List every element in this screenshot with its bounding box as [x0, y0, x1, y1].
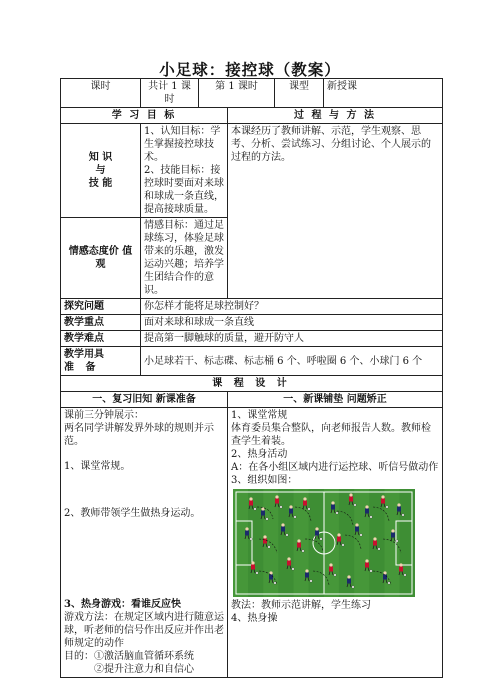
player-body: [355, 527, 359, 532]
ball: [266, 518, 268, 520]
player-head: [249, 497, 252, 500]
player-body: [281, 527, 285, 532]
player-body: [381, 499, 385, 504]
difficulty-text: 提高第一脚触球的质量，避开防守人: [141, 331, 443, 347]
knowledge-label-line-3: 技 能: [88, 178, 113, 189]
emotion-label: 情感态度价 值观: [61, 218, 141, 299]
player-body: [383, 575, 387, 580]
player-head: [245, 527, 248, 530]
player-body: [251, 565, 255, 570]
player-body: [365, 509, 369, 514]
player-body: [303, 501, 307, 506]
player-head: [297, 539, 300, 542]
inquiry-label: 探究问题: [61, 299, 141, 315]
right-line-6: 教法：教师示范讲解，学生练习: [231, 600, 371, 611]
player-body: [397, 507, 401, 512]
field-stripe: [233, 489, 248, 597]
right-section-heading: 一、新课铺垫 问题矫正: [228, 392, 443, 408]
player-head: [251, 561, 254, 564]
player-body: [373, 541, 377, 546]
player-head: [305, 569, 308, 572]
ball: [302, 550, 304, 552]
ball: [250, 538, 252, 540]
player-body: [297, 543, 301, 548]
ball: [320, 538, 322, 540]
knowledge-label-line-1: 知 识: [88, 152, 113, 163]
player-head: [303, 497, 306, 500]
player-body: [269, 575, 273, 580]
equipment-label-line-2: 准 备: [64, 362, 100, 373]
ball: [334, 574, 336, 576]
key-point-label: 教学重点: [61, 315, 141, 331]
left-line-4: 2、教师带领学生做热身运动。: [64, 508, 201, 519]
right-line-4: A：在各小组区域内进行运控球、听信号做动作: [231, 462, 439, 473]
left-line-8: ②提升注意力和自信心: [94, 664, 194, 675]
left-line-6: 游戏方法：在规定区域内进行随意运球，听老师的信号作出反应并作出老师规定的动作: [64, 612, 224, 649]
design-header-row: [61, 376, 443, 392]
process-method-heading: 过 程 与 方 法: [228, 108, 443, 124]
player-body: [275, 499, 279, 504]
player-head: [355, 523, 358, 526]
header-cell-current-hour: 第 1 课时: [199, 79, 275, 108]
knowledge-label: [61, 124, 141, 218]
knowledge-label-line-2: 与: [95, 165, 106, 176]
player-head: [263, 535, 266, 538]
emotion-text: 情感目标：通过足球练习，体验足球带来的乐趣，激发运动兴趣；培养学生团结合作的意识。: [141, 218, 228, 299]
left-line-5: 3、热身游戏：看谁反应快: [64, 599, 181, 610]
right-line-3: 2、热身活动: [231, 449, 288, 460]
right-line-1: 1、课堂常规: [231, 410, 288, 421]
right-line-2: 体育委员集合整队，向老师报告人数。教师检查学生着装。: [231, 423, 431, 447]
equipment-row: [61, 347, 443, 376]
ball: [360, 534, 362, 536]
key-point-text: 面对来球和球成一条直线: [141, 315, 443, 331]
player-head: [397, 503, 400, 506]
player-body: [347, 579, 351, 584]
page-title: 小足球：接控球（教案）: [159, 60, 341, 79]
left-line-2: 两名同学讲解发界外球的规则并示范。: [64, 423, 214, 447]
learning-goals-heading: 学 习 目 标: [61, 108, 228, 124]
left-line-7: 目的：①激活脑血管循环系统: [64, 651, 194, 662]
field-diagram-image: [233, 489, 415, 597]
knowledge-row: [61, 124, 443, 218]
player-head: [281, 523, 284, 526]
ball: [354, 504, 356, 506]
player-head: [365, 505, 368, 508]
ball: [310, 580, 312, 582]
player-body: [365, 563, 369, 568]
inquiry-row: [61, 299, 443, 315]
player-head: [349, 493, 352, 496]
ball: [254, 508, 256, 510]
ball: [370, 516, 372, 518]
ball: [294, 516, 296, 518]
left-section-heading: 一、复习旧知 新课准备: [61, 392, 228, 408]
player-body: [249, 501, 253, 506]
difficulty-label: 教学难点: [61, 331, 141, 347]
ball: [286, 534, 288, 536]
header-cell-lesson-type-label: 课型: [275, 79, 324, 108]
right-line-7: 4、热身操: [231, 613, 278, 624]
equipment-text: 小足球若干、标志碟、标志桶 6 个、呼啦圈 6 个、小球门 6 个: [141, 347, 443, 376]
player-head: [347, 575, 350, 578]
ball: [386, 506, 388, 508]
ball: [308, 508, 310, 510]
ball: [268, 546, 270, 548]
field-stripe: [354, 489, 369, 597]
player-body: [399, 567, 403, 572]
ball: [256, 572, 258, 574]
player-head: [315, 527, 318, 530]
player-body: [261, 511, 265, 516]
left-line-3: 1、课堂常规。: [64, 461, 131, 472]
player-body: [289, 509, 293, 514]
key-point-row: [61, 315, 443, 331]
lesson-plan-table: [60, 78, 442, 678]
left-section-body: [61, 408, 228, 678]
left-line-1: 课前三分钟展示：: [64, 410, 144, 421]
player-body: [305, 573, 309, 578]
ball: [352, 586, 354, 588]
ball: [336, 512, 338, 514]
player-head: [399, 563, 402, 566]
player-head: [275, 495, 278, 498]
player-head: [331, 501, 334, 504]
ball: [370, 570, 372, 572]
header-cell-total-hours: 共计 1 课时: [141, 79, 199, 108]
header-cell-class-hours-label: 课时: [61, 79, 141, 108]
player-body: [349, 497, 353, 502]
goals-header-row: [61, 108, 443, 124]
right-section-body: [228, 408, 443, 678]
player-head: [289, 505, 292, 508]
ball: [342, 544, 344, 546]
player-body: [329, 567, 333, 572]
player-head: [329, 563, 332, 566]
equipment-label-line-1: 教学用具: [64, 349, 104, 360]
equipment-label: [61, 347, 141, 376]
header-cell-lesson-type: 新授课: [324, 79, 443, 108]
ball: [404, 574, 406, 576]
ball: [292, 568, 294, 570]
player-head: [391, 529, 394, 532]
player-body: [391, 533, 395, 538]
ball: [402, 514, 404, 516]
player-head: [287, 557, 290, 560]
header-row: [61, 79, 443, 108]
knowledge-text: 1、认知目标：学生掌握接控球技术。 2、技能目标：接控球时要面对来球和球成一条直线，提高接球质量。: [141, 124, 228, 218]
ball: [396, 540, 398, 542]
right-line-5: 3、组织如图：: [231, 475, 298, 486]
difficulty-row: [61, 331, 443, 347]
player-head: [365, 559, 368, 562]
player-body: [245, 531, 249, 536]
player-body: [263, 539, 267, 544]
section-header-row: [61, 392, 443, 408]
course-design-heading: 课 程 设 计: [61, 376, 443, 392]
design-body-row: [61, 408, 443, 678]
player-body: [315, 531, 319, 536]
ball: [378, 548, 380, 550]
inquiry-text: 你怎样才能将足球控制好？: [141, 299, 443, 315]
player-head: [381, 495, 384, 498]
player-body: [337, 537, 341, 542]
player-body: [331, 505, 335, 510]
player-head: [373, 537, 376, 540]
ball: [280, 506, 282, 508]
player-head: [337, 533, 340, 536]
process-text: 本课经历了教师讲解、示范，学生观察、思考、分析、尝试练习、分组讨论、个人展示的过程的方法。: [228, 124, 443, 299]
